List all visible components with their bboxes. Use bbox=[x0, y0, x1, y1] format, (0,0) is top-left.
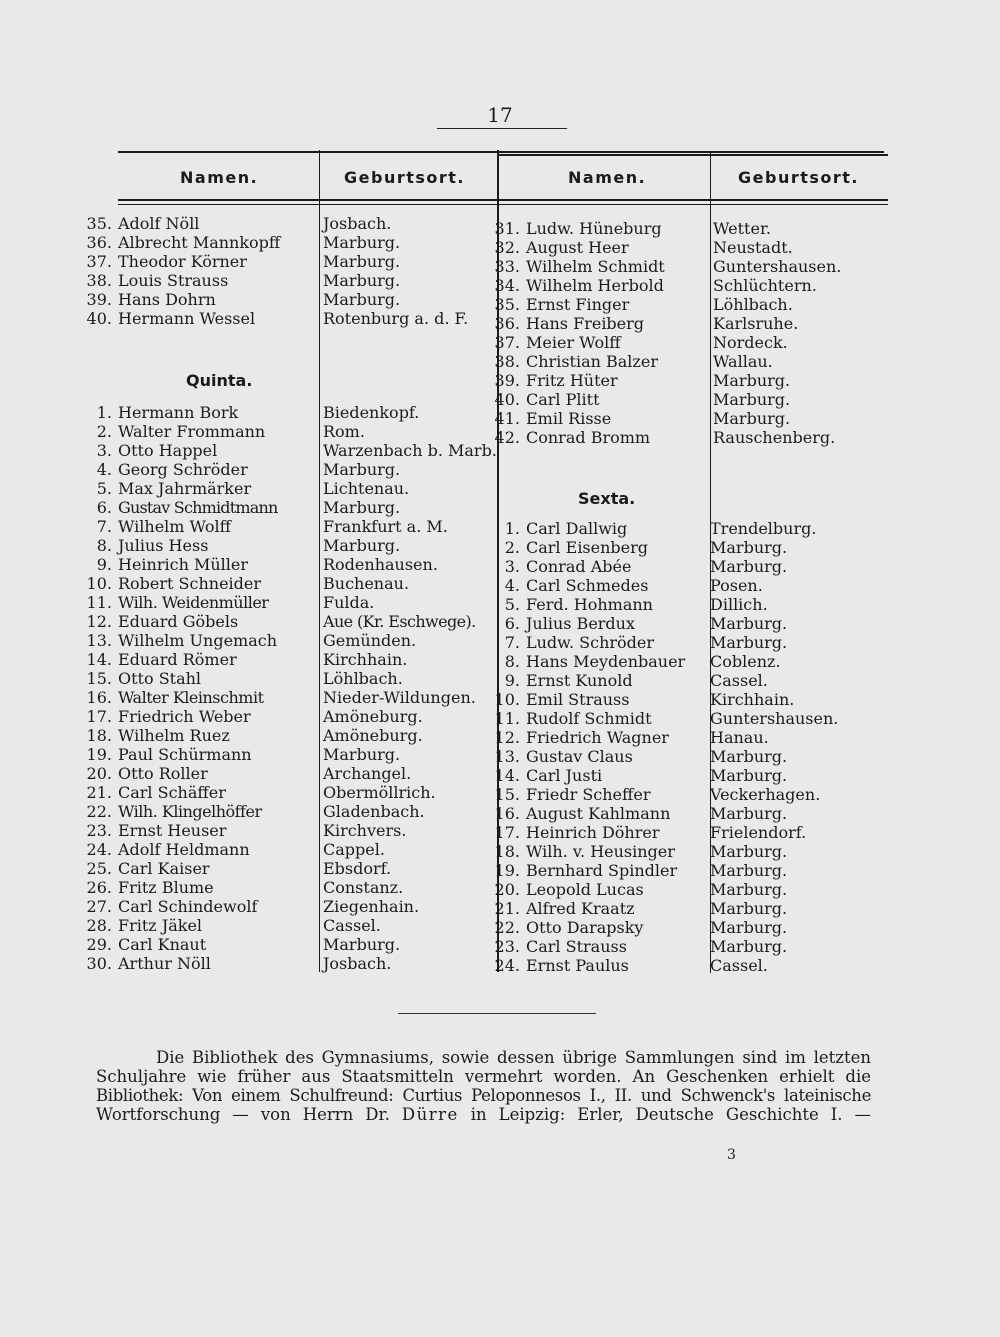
table-row: 2. Walter Frommann bbox=[96, 422, 266, 441]
column-divider-left bbox=[319, 150, 320, 972]
table-row: 12. Friedrich Wagner bbox=[494, 728, 669, 747]
table-row: 16. Walter Kleinschmit bbox=[86, 688, 264, 707]
table-row: 8. Julius Hess bbox=[96, 536, 209, 555]
left-top-places: Josbach. Marburg. Marburg. Marburg. Marburg. Rotenburg a. d. F. bbox=[323, 214, 469, 328]
sexta-heading: Sexta. bbox=[578, 489, 636, 508]
table-row: 4. Carl Schmedes bbox=[504, 576, 649, 595]
table-row: 40. Carl Plitt bbox=[494, 390, 600, 409]
right-top-places: Wetter. Neustadt. Guntershausen. Schlüchtern. Löhlbach. Karlsruhe. Nordeck. Wallau. Marburg. Marburg. Marburg. Rauschenberg. bbox=[713, 219, 842, 447]
table-row: 7. Ludw. Schröder bbox=[504, 633, 655, 652]
table-row: 26. Fritz Blume bbox=[86, 878, 214, 897]
table-row: 17. Heinrich Döhrer bbox=[494, 823, 660, 842]
table-row: 36. Albrecht Mannkopff bbox=[86, 233, 281, 252]
paragraph-line: Bibliothek: Von einem Schulfreund: Curtius Peloponnesos I., II. und Schwenck's lateinische bbox=[96, 1086, 871, 1105]
section-separator bbox=[398, 1013, 596, 1014]
table-row: 19. Paul Schürmann bbox=[86, 745, 252, 764]
person-name-duerre: Dürre bbox=[401, 1105, 459, 1124]
table-row: 13. Gustav Claus bbox=[494, 747, 633, 766]
table-row: 31. Ludw. Hüneburg bbox=[494, 219, 662, 238]
table-row: 11. Rudolf Schmidt bbox=[494, 709, 652, 728]
signature-mark: 3 bbox=[727, 1147, 736, 1163]
right-top-names bbox=[494, 219, 665, 447]
table-row: 39. Hans Dohrn bbox=[86, 290, 216, 309]
quinta-heading: Quinta. bbox=[186, 371, 253, 390]
table-row: 37. Theodor Körner bbox=[86, 252, 247, 271]
table-row: 33. Wilhelm Schmidt bbox=[494, 257, 665, 276]
table-row: 8. Hans Meydenbauer bbox=[504, 652, 686, 671]
table-row: 23. Carl Strauss bbox=[494, 937, 627, 956]
library-paragraph bbox=[96, 1048, 871, 1124]
page-number: 17 bbox=[487, 103, 513, 127]
header-geburtsort-right: Geburtsort. bbox=[738, 168, 859, 187]
table-row: 35. Ernst Finger bbox=[494, 295, 630, 314]
table-row: 10. Robert Schneider bbox=[86, 574, 262, 593]
table-row: 19. Bernhard Spindler bbox=[494, 861, 678, 880]
table-row: 41. Emil Risse bbox=[494, 409, 612, 428]
table-row: 37. Meier Wolff bbox=[494, 333, 621, 352]
header-bottom-rule-thin bbox=[118, 204, 888, 205]
header-namen-right: Namen. bbox=[568, 168, 647, 187]
table-row: 4. Georg Schröder bbox=[96, 460, 248, 479]
header-bottom-rule bbox=[118, 199, 888, 201]
quinta-places: Biedenkopf. Rom. Warzenbach b. Marb. Marburg. Lichtenau. Marburg. Frankfurt a. M. Marburg. Rodenhausen. Buchenau. Fulda. Aue (Kr. Eschwege). Gemünden. Kirchhain. Löhlbach. Nieder-Wildungen. Amöneburg. Amöneburg. Marburg. Archangel. Obermöllrich. Gladenbach. Kirchvers. Cappel. Ebsdorf. Constanz. Ziegenhain. Cassel. Marburg. Josbach. bbox=[323, 403, 497, 973]
table-row: 10. Emil Strauss bbox=[494, 690, 630, 709]
table-row: 18. Wilhelm Ruez bbox=[86, 726, 230, 745]
table-row: 21. Carl Schäffer bbox=[86, 783, 226, 802]
table-row: 7. Wilhelm Wolff bbox=[96, 517, 232, 536]
table-row: 22. Wilh. Klingelhöffer bbox=[86, 802, 262, 821]
table-row: 38. Christian Balzer bbox=[494, 352, 658, 371]
table-row: 40. Hermann Wessel bbox=[86, 309, 256, 328]
table-row: 5. Ferd. Hohmann bbox=[504, 595, 653, 614]
table-row: 14. Carl Justi bbox=[494, 766, 603, 785]
table-row: 24. Ernst Paulus bbox=[494, 956, 629, 975]
table-row: 20. Leopold Lucas bbox=[494, 880, 644, 899]
table-row: 32. August Heer bbox=[494, 238, 629, 257]
table-row: 30. Arthur Nöll bbox=[86, 954, 211, 973]
table-row: 2. Carl Eisenberg bbox=[504, 538, 649, 557]
table-row: 13. Wilhelm Ungemach bbox=[86, 631, 278, 650]
left-top-names bbox=[86, 214, 280, 328]
table-row: 22. Otto Darapsky bbox=[494, 918, 644, 937]
sexta-names bbox=[494, 519, 685, 975]
table-row: 39. Fritz Hüter bbox=[494, 371, 618, 390]
table-row: 25. Carl Kaiser bbox=[86, 859, 210, 878]
table-row: 1. Carl Dallwig bbox=[504, 519, 628, 538]
table-row: 15. Friedr Scheffer bbox=[494, 785, 651, 804]
table-row: 29. Carl Knaut bbox=[86, 935, 207, 954]
table-row: 16. August Kahlmann bbox=[494, 804, 671, 823]
table-row: 6. Julius Berdux bbox=[504, 614, 635, 633]
table-row: 23. Ernst Heuser bbox=[86, 821, 227, 840]
table-row: 3. Otto Happel bbox=[96, 441, 218, 460]
table-row: 28. Fritz Jäkel bbox=[86, 916, 203, 935]
table-row: 9. Ernst Kunold bbox=[504, 671, 633, 690]
table-row: 9. Heinrich Müller bbox=[96, 555, 248, 574]
paragraph-line: Schuljahre wie früher aus Staatsmitteln vermehrt worden. An Geschenken erhielt die bbox=[96, 1067, 871, 1086]
header-namen-left: Namen. bbox=[180, 168, 259, 187]
table-top-rule-right bbox=[498, 154, 888, 156]
sexta-places: Trendelburg. Marburg. Marburg. Posen. Dillich. Marburg. Marburg. Coblenz. Cassel. Kirchhain. Guntershausen. Hanau. Marburg. Marburg. Veckerhagen. Marburg. Frielendorf. Marburg. Marburg. Marburg. Marburg. Marburg. Marburg. Cassel. bbox=[710, 519, 839, 975]
table-row: 35. Adolf Nöll bbox=[86, 214, 200, 233]
table-row: 3. Conrad Abée bbox=[504, 557, 632, 576]
quinta-names bbox=[86, 403, 278, 973]
table-row: 18. Wilh. v. Heusinger bbox=[494, 842, 675, 861]
table-top-rule bbox=[118, 151, 884, 153]
table-row: 42. Conrad Bromm bbox=[494, 428, 651, 447]
table-row: 14. Eduard Römer bbox=[86, 650, 237, 669]
table-row: 24. Adolf Heldmann bbox=[86, 840, 250, 859]
paragraph-line: Wortforschung — von Herrn Dr. Dürre in Leipzig: Erler, Deutsche Geschichte I. — bbox=[96, 1105, 871, 1124]
table-row: 38. Louis Strauss bbox=[86, 271, 229, 290]
paragraph-line: Die Bibliothek des Gymnasiums, sowie dessen übrige Sammlungen sind im letzten bbox=[156, 1048, 871, 1067]
table-row: 1. Hermann Bork bbox=[96, 403, 239, 422]
table-row: 11. Wilh. Weidenmüller bbox=[86, 593, 269, 612]
table-row: 5. Max Jahrmärker bbox=[96, 479, 252, 498]
table-row: 21. Alfred Kraatz bbox=[494, 899, 635, 918]
table-row: 36. Hans Freiberg bbox=[494, 314, 645, 333]
table-row: 20. Otto Roller bbox=[86, 764, 208, 783]
header-geburtsort-left: Geburtsort. bbox=[344, 168, 465, 187]
page-number-rule bbox=[437, 128, 567, 129]
table-row: 15. Otto Stahl bbox=[86, 669, 202, 688]
table-row: 17. Friedrich Weber bbox=[86, 707, 251, 726]
table-row: 6. Gustav Schmidtmann bbox=[96, 498, 278, 517]
table-row: 12. Eduard Göbels bbox=[86, 612, 239, 631]
table-row: 34. Wilhelm Herbold bbox=[494, 276, 664, 295]
table-row: 27. Carl Schindewolf bbox=[86, 897, 258, 916]
